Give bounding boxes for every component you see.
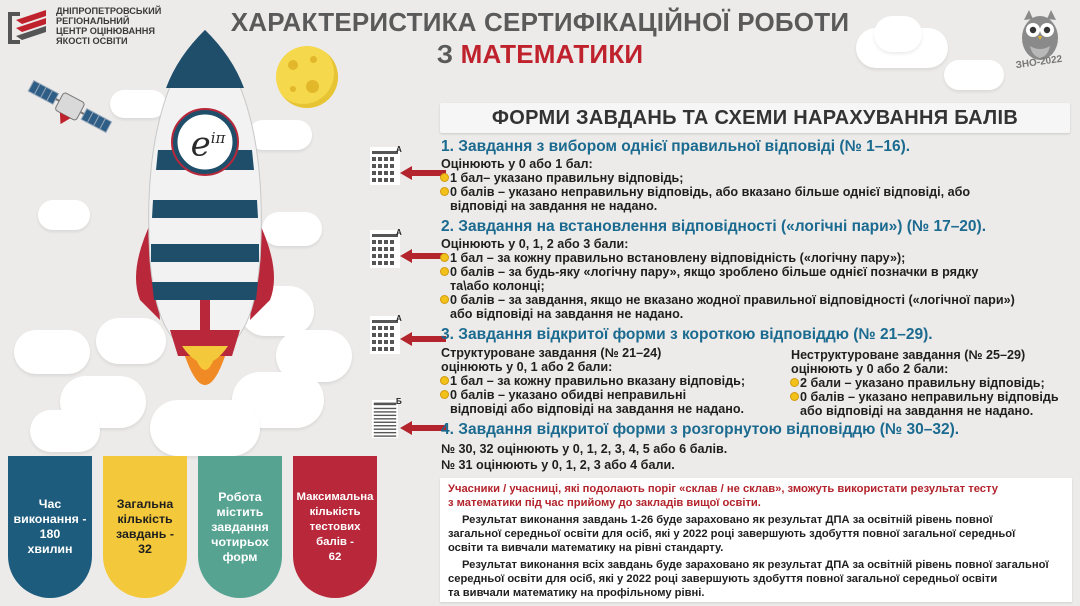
card-line: Робота	[218, 489, 262, 504]
section-3-right-intro: оцінюють у 0 або 2 бали:	[791, 362, 949, 376]
info-line: середньої освіти для осіб, які у 2022 році завершують здобуття повної загальної середньої освіти	[448, 573, 998, 585]
card-task-count	[103, 456, 187, 598]
section-2-bullet: 1 бал – за кожну правильно встановлену відповідність («логічну пару»);	[441, 251, 1015, 265]
card-line: 32	[138, 542, 152, 556]
section-1-title: 1. Завдання з вибором однієї правильної відповіді (№ 1–16).	[441, 138, 911, 155]
section-4-line: № 31 оцінюють у 0, 1, 2, 3 або 4 бали.	[441, 458, 675, 472]
info-line: Результат виконання завдань 1-26 буде зараховано як результат ДПА за освітній рівень повної	[462, 514, 993, 526]
section-2-body	[441, 237, 1015, 321]
info-highlight-line: Учасники / учасниці, які подолають поріг «склав / не склав», зможуть використати результат тесту	[448, 483, 998, 495]
title-prefix: З	[436, 39, 454, 69]
section-1-intro: Оцінюють у 0 або 1 бал:	[441, 157, 593, 171]
card-line: 180	[39, 527, 61, 541]
section-4-line: № 30, 32 оцінюють у 0, 1, 2, 3, 4, 5 або 6 балів.	[441, 442, 728, 456]
title-accent: МАТЕМАТИКИ	[460, 39, 644, 69]
card-task-forms	[198, 456, 282, 598]
title-line-1: ХАРАКТЕРИСТИКА СЕРТИФІКАЦІЙНОЇ РОБОТИ	[230, 7, 850, 37]
card-line: 62	[328, 550, 342, 563]
info-paragraph-2	[448, 558, 1049, 600]
card-line: балів -	[316, 535, 354, 548]
logo-mark-icon	[6, 6, 50, 46]
section-3-left-bullet: 0 балів – указано обидві неправильні	[441, 388, 745, 402]
section-1-bullet-cont: відповіді на завдання не надано.	[450, 199, 658, 213]
card-line: тестових	[309, 520, 361, 533]
section-3-right-bullet-cont: або відповіді на завдання не надано.	[800, 404, 1034, 418]
card-line: завдань -	[116, 527, 174, 541]
section-3-title: 3. Завдання відкритої форми з короткою відповіддю (№ 21–29).	[441, 326, 933, 343]
section-4-body	[441, 441, 727, 473]
info-line: освіти та вивчали математику на рівні стандарту.	[448, 542, 724, 554]
sheet-letter: А	[396, 314, 402, 323]
logo-line: РЕГІОНАЛЬНИЙ	[56, 16, 130, 26]
card-line: містить	[216, 504, 264, 519]
section-3-left-intro: Структуроване завдання (№ 21–24)	[441, 346, 662, 360]
section-3-unstructured	[791, 348, 1059, 418]
rocket-illustration	[120, 30, 290, 450]
sheet-letter: Б	[396, 397, 402, 406]
euler-formula	[178, 120, 238, 165]
section-3-structured	[441, 346, 745, 416]
section-3-left-bullet: 1 бал – за кожну правильно вказану відповідь;	[441, 374, 745, 388]
section-3-right-bullet: 2 бали – указано правильну відповідь;	[791, 376, 1059, 390]
section-2-title: 2. Завдання на встановлення відповідності («логічні пари») (№ 17–20).	[441, 218, 987, 235]
section-2-bullet: 0 балів – за будь-яку «логічну пару», якщо зроблено більше однієї позначки в рядку	[441, 265, 1015, 279]
card-line: кількість	[117, 512, 173, 526]
section-2-bullet: 0 балів – за завдання, якщо не вказано жодної правильної відповідності («логічної пари»)	[441, 293, 1015, 307]
info-box	[440, 478, 1072, 602]
cloud-decoration	[944, 60, 1004, 90]
info-line: та вивчали математику на профільному рівні.	[448, 587, 705, 599]
card-line: Загальна	[116, 497, 174, 511]
section-3-right-intro: Неструктуроване завдання (№ 25–29)	[791, 348, 1026, 362]
arrow-left-icon	[400, 166, 446, 180]
section-heading: ФОРМИ ЗАВДАНЬ ТА СХЕМИ НАРАХУВАННЯ БАЛІВ	[440, 103, 1070, 133]
section-3-left-bullet-cont: відповіді або відповіді на завдання не надано.	[450, 402, 745, 416]
cloud-decoration	[38, 200, 90, 230]
card-line: хвилин	[27, 542, 73, 556]
card-max-score	[293, 456, 377, 598]
formula-exponent: iπ	[210, 129, 226, 147]
card-line: форм	[222, 549, 258, 564]
cloud-decoration	[30, 410, 100, 452]
card-line: Час	[38, 497, 62, 511]
satellite-icon	[18, 70, 118, 150]
card-line: завдання	[211, 519, 269, 534]
logo-line: ЦЕНТР ОЦІНЮВАННЯ	[56, 26, 155, 36]
cloud-decoration	[14, 330, 90, 374]
section-3-right-bullet: 0 балів – указано неправильну відповідь	[791, 390, 1059, 404]
sheet-letter: А	[396, 145, 402, 154]
zno-badge: ЗНО-2022	[1015, 53, 1063, 72]
logo-line: ДНІПРОПЕТРОВСЬКИЙ	[56, 6, 162, 16]
arrow-left-icon	[400, 249, 446, 263]
card-line: Максимальна	[296, 490, 374, 503]
arrow-left-icon	[400, 332, 446, 346]
section-2-intro: Оцінюють у 0, 1, 2 або 3 бали:	[441, 237, 629, 251]
section-3-left-intro: оцінюють у 0, 1 або 2 бали:	[441, 360, 613, 374]
section-2-bullet-cont: та\або колонці;	[450, 279, 545, 293]
info-line: Результат виконання всіх завдань буде зараховано як результат ДПА за освітній рівень повної загальної	[462, 559, 1049, 571]
formula-base: e	[190, 124, 211, 165]
card-duration	[8, 456, 92, 598]
card-line: чотирьох	[211, 534, 269, 549]
sheet-letter: А	[396, 228, 402, 237]
cloud-decoration	[874, 16, 922, 52]
info-highlight	[448, 482, 998, 510]
info-paragraph-1	[448, 513, 1015, 555]
section-4-title: 4. Завдання відкритої форми з розгорнутою відповіддю (№ 30–32).	[441, 421, 960, 438]
logo-line: ЯКОСТІ ОСВІТИ	[56, 36, 128, 46]
section-2-bullet-cont: або відповіді на завдання не надано.	[450, 307, 684, 321]
card-line: кількість	[309, 505, 361, 518]
info-highlight-line: з математики під час прийому до закладів вищої освіти.	[448, 497, 761, 509]
card-line: виконання -	[13, 512, 87, 526]
arrow-left-icon	[400, 421, 446, 435]
section-1-bullet: 1 бал– указано правильну відповідь;	[441, 171, 970, 185]
section-1-body	[441, 157, 970, 213]
section-1-bullet: 0 балів – указано неправильну відповідь, або вказано більше однієї відповіді, або	[441, 185, 970, 199]
info-line: загальної середньої освіти для осіб, які у 2022 році завершують здобуття повної загальної середньої	[448, 528, 1016, 540]
